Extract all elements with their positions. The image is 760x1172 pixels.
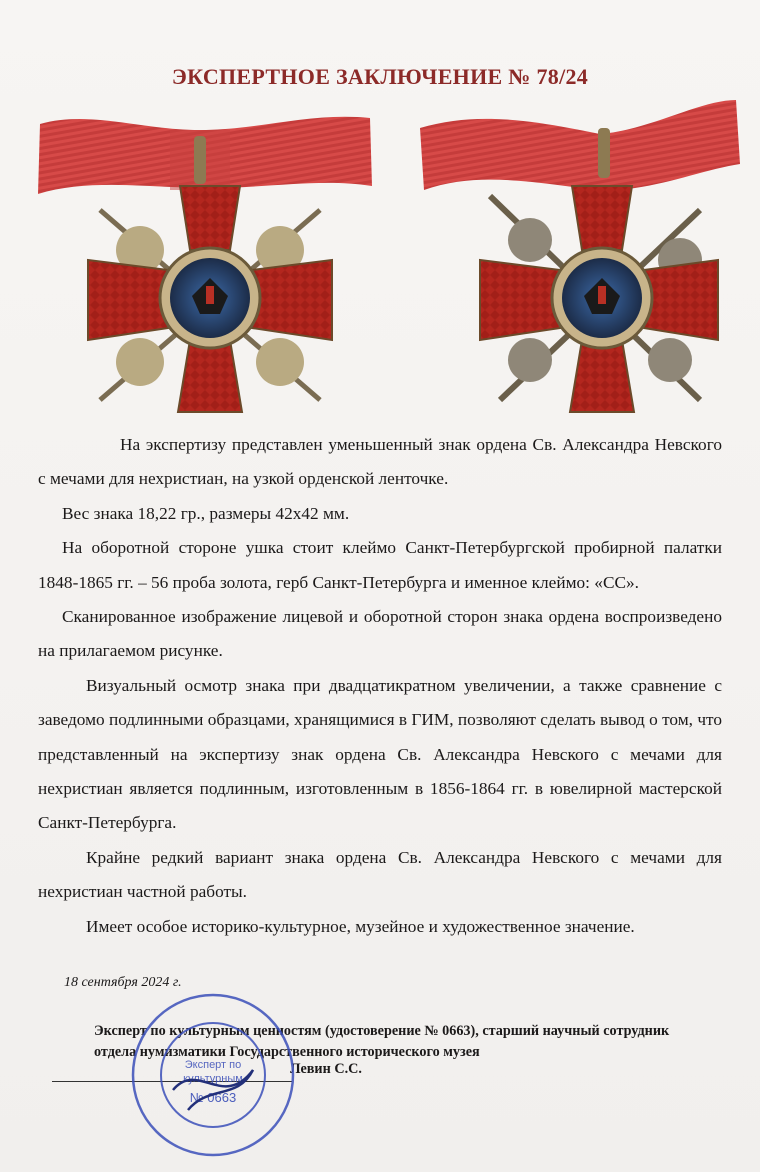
paragraph-significance: Имеет особое историко-культурное, музейное и художественное значение. [86, 916, 635, 936]
paragraph-hallmark: На оборотной стороне ушка стоит клеймо Санкт-Петербургской пробирной палатки 1848-1865 гг. – 56 проба золота, герб Санкт-Петербурга и именное клеймо: «СС». [38, 538, 722, 592]
medal-images [30, 100, 750, 420]
stamp-number: № 0663 [189, 1090, 237, 1105]
paragraph-rarity: Крайне редкий вариант знака ордена Св. Александра Невского с мечами для нехристиан частной работы. [38, 847, 722, 902]
paragraph-intro: На экспертизу представлен уменьшенный знак ордена Св. Александра Невского с мечами для нехристиан, на узкой орденской ленточке. [38, 435, 722, 489]
expert-stamp [128, 990, 298, 1160]
document-body [38, 428, 722, 944]
document-title: ЭКСПЕРТНОЕ ЗАКЛЮЧЕНИЕ № 78/24 [171, 64, 589, 89]
paragraph-weight: Вес знака 18,22 гр., размеры 42х42 мм. [62, 503, 350, 523]
signer-name: Левин С.С. [290, 1061, 362, 1077]
document-date: 18 сентября 2024 г. [64, 975, 182, 990]
order-front-image [30, 100, 390, 420]
svg-text:культурным: культурным [183, 1073, 243, 1085]
paragraph-scan: Сканированное изображение лицевой и оборотной сторон знака ордена воспроизведено на прилагаемом рисунке. [38, 607, 722, 661]
paragraph-conclusion: Визуальный осмотр знака при двадцатикратном увеличении, а также сравнение с заведомо подлинными образцами, хранящимися в ГИМ, позволяют сделать вывод о том, что представленный на экспертизу знак ордена Св. Александра Невского с мечами для нехристиан является подлинным, изготовленным в 1856-1864 гг. в ювелирной мастерской Санкт-Петербурга. [38, 675, 722, 833]
signature-block: Эксперт по культурным ценностям (удостоверение № 0663), старший научный сотрудник отдела нумизматики Государственного исторического музея [94, 1023, 670, 1060]
svg-text:Эксперт по: Эксперт по [184, 1059, 242, 1071]
order-reverse-image [400, 100, 750, 420]
